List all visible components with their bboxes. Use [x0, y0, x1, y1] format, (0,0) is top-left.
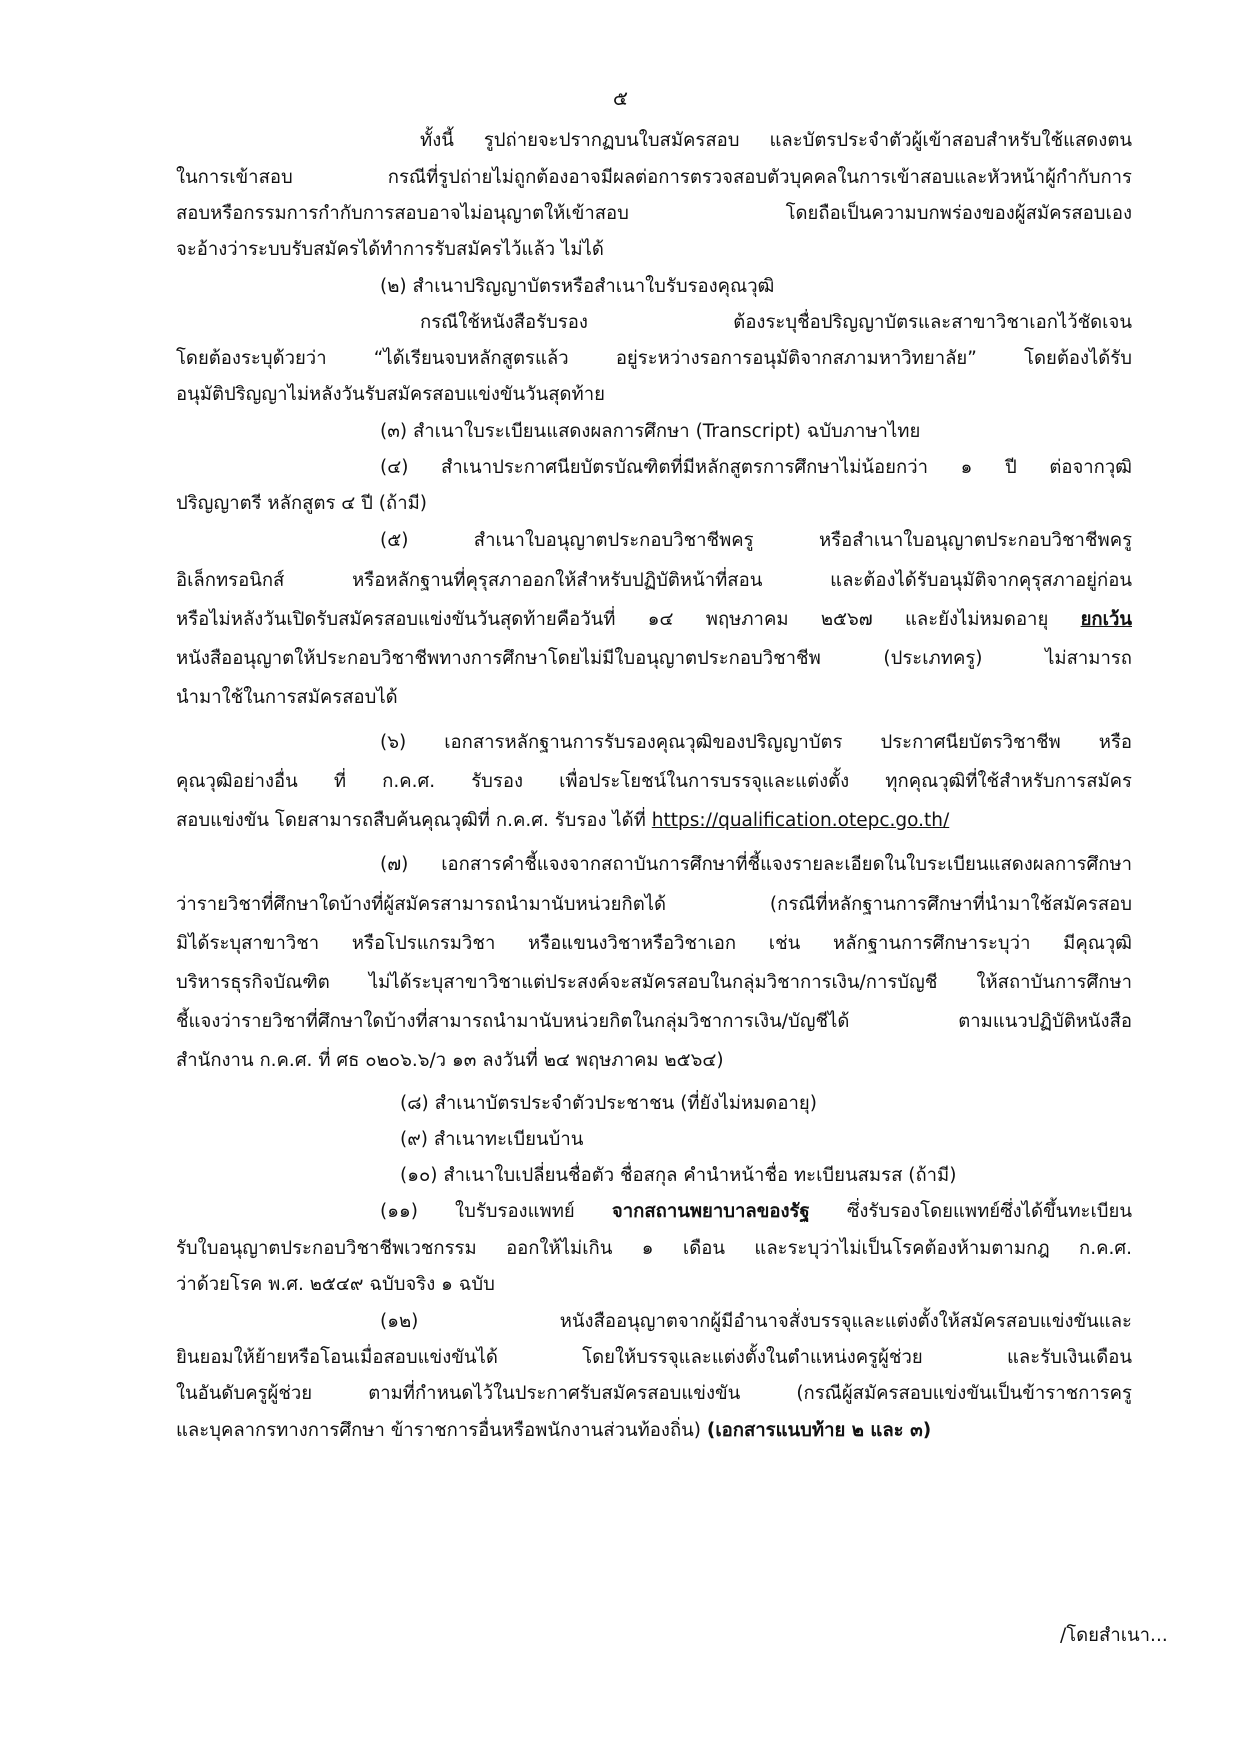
paragraph-line: กรณีใช้หนังสือรับรอง ต้องระบุชื่อปริญญาบัตรและสาขาวิชาเอกไว้ชัดเจน [420, 312, 1132, 333]
item-11-line: รับใบอนุญาตประกอบวิชาชีพเวชกรรม ออกให้ไม่เกิน ๑ เดือน และระบุว่าไม่เป็นโรคต้องห้ามตามกฎ ก.ค.ศ. [176, 1238, 1132, 1259]
item-12-line: (๑๒) หนังสืออนุญาตจากผู้มีอำนาจสั่งบรรจุและแต่งตั้งให้สมัครสอบแข่งขันและ [380, 1311, 1132, 1332]
item-4-line: (๔) สำเนาประกาศนียบัตรบัณฑิตที่มีหลักสูตรการศึกษาไม่น้อยกว่า ๑ ปี ต่อจากวุฒิ [380, 457, 1132, 478]
item-5-line: นำมาใช้ในการสมัครสอบได้ [176, 687, 398, 708]
item-11-text: ซึ่งรับรองโดยแพทย์ซึ่งได้ขึ้นทะเบียน [846, 1201, 1133, 1222]
government-hospital-emphasis: จากสถานพยาบาลของรัฐ [611, 1201, 810, 1222]
item-7-line: มิได้ระบุสาขาวิชา หรือโปรแกรมวิชา หรือแขนงวิชาหรือวิชาเอก เช่น หลักฐานการศึกษาระบุว่า มีคุณวุฒิ [176, 933, 1132, 954]
item-7-line: สำนักงาน ก.ค.ศ. ที่ ศธ ๐๒๐๖.๖/ว ๑๓ ลงวันที่ ๒๔ พฤษภาคม ๒๕๖๔) [176, 1050, 724, 1071]
item-11-text: (๑๑) ใบรับรองแพทย์ [380, 1201, 575, 1222]
paragraph-line: อนุมัติปริญญาไม่หลังวันรับสมัครสอบแข่งขันวันสุดท้าย [176, 384, 605, 405]
paragraph-line: สอบหรือกรรมการกำกับการสอบอาจไม่อนุญาตให้เข้าสอบ โดยถือเป็นความบกพร่องของผู้สมัครสอบเอง [176, 203, 1132, 224]
item-8-title: (๘) สำเนาบัตรประจำตัวประชาชน (ที่ยังไม่หมดอายุ) [400, 1093, 817, 1114]
item-10-title: (๑๐) สำเนาใบเปลี่ยนชื่อตัว ชื่อสกุล คำนำหน้าชื่อ ทะเบียนสมรส (ถ้ามี) [400, 1165, 957, 1186]
paragraph-line: โดยต้องระบุด้วยว่า “ได้เรียนจบหลักสูตรแล้ว อยู่ระหว่างรอการอนุมัติจากสภามหาวิทยาลัย” โดยต้องได้รับ [176, 348, 1132, 369]
item-5-line: (๕) สำเนาใบอนุญาตประกอบวิชาชีพครู หรือสำเนาใบอนุญาตประกอบวิชาชีพครู [380, 530, 1132, 551]
item-3-title: (๓) สำเนาใบระเบียนแสดงผลการศึกษา (Transcript) ฉบับภาษาไทย [380, 421, 921, 442]
item-2-title: (๒) สำเนาปริญญาบัตรหรือสำเนาใบรับรองคุณวุฒิ [380, 276, 775, 297]
item-12-text: และบุคลากรทางการศึกษา ข้าราชการอื่นหรือพนักงานส่วนท้องถิ่น) [176, 1420, 702, 1441]
item-12-line: ในอันดับครูผู้ช่วย ตามที่กำหนดไว้ในประกาศรับสมัครสอบแข่งขัน (กรณีผู้สมัครสอบแข่งขันเป็นข้าราชการครู [176, 1383, 1132, 1404]
item-11-line [380, 1197, 1132, 1227]
continuation-marker: /โดยสำเนา... [1060, 1625, 1168, 1646]
attachment-reference: (เอกสารแนบท้าย ๒ และ ๓) [706, 1420, 932, 1441]
item-6-line [176, 806, 1132, 836]
item-7-line: บริหารธุรกิจบัณฑิต ไม่ได้ระบุสาขาวิชาแต่ประสงค์จะสมัครสอบในกลุ่มวิชาการเงิน/การบัญชี ให้สถาบันการศึกษา [176, 972, 1132, 993]
item-11-line: ว่าด้วยโรค พ.ศ. ๒๕๔๙ ฉบับจริง ๑ ฉบับ [176, 1274, 495, 1295]
item-6-line: คุณวุฒิอย่างอื่น ที่ ก.ค.ศ. รับรอง เพื่อประโยชน์ในการบรรจุและแต่งตั้ง ทุกคุณวุฒิที่ใช้สำหรับการสมัคร [176, 771, 1132, 792]
item-5-line-text: หรือไม่หลังวันเปิดรับสมัครสอบแข่งขันวันสุดท้ายคือวันที่ ๑๔ พฤษภาคม ๒๕๖๗ และยังไม่หมดอายุ [176, 609, 1049, 630]
item-5-line: อิเล็กทรอนิกส์ หรือหลักฐานที่คุรุสภาออกให้สำหรับปฏิบัติหน้าที่สอน และต้องได้รับอนุมัติจากคุรุสภาอยู่ก่อน [176, 570, 1132, 591]
item-4-line: ปริญญาตรี หลักสูตร ๔ ปี (ถ้ามี) [176, 493, 428, 514]
item-9-title: (๙) สำเนาทะเบียนบ้าน [400, 1129, 584, 1150]
item-7-line: (๗) เอกสารคำชี้แจงจากสถาบันการศึกษาที่ชี้แจงรายละเอียดในใบระเบียนแสดงผลการศึกษา [380, 854, 1132, 875]
page-number: ๕ [612, 86, 629, 110]
item-7-line: ชี้แจงว่ารายวิชาที่ศึกษาใดบ้างที่สามารถนำมานับหน่วยกิตในกลุ่มวิชาการเงิน/บัญชีได้ ตามแนวปฏิบัติหนังสือ [176, 1011, 1132, 1032]
item-5-line [176, 605, 1132, 635]
item-6-line: (๖) เอกสารหลักฐานการรับรองคุณวุฒิของปริญญาบัตร ประกาศนียบัตรวิชาชีพ หรือ [380, 732, 1132, 753]
item-6-line-text: สอบแข่งขัน โดยสามารถสืบค้นคุณวุฒิที่ ก.ค.ศ. รับรอง ได้ที่ [176, 810, 646, 831]
paragraph-line: จะอ้างว่าระบบรับสมัครได้ทำการรับสมัครไว้แล้ว ไม่ได้ [176, 239, 604, 260]
paragraph-line: ในการเข้าสอบ กรณีที่รูปถ่ายไม่ถูกต้องอาจมีผลต่อการตรวจสอบตัวบุคคลในการเข้าสอบและหัวหน้าผู้กำกับการ [176, 167, 1132, 188]
item-12-line: ยินยอมให้ย้ายหรือโอนเมื่อสอบแข่งขันได้ โดยให้บรรจุและแต่งตั้งในตำแหน่งครูผู้ช่วย และรับเงินเดือน [176, 1347, 1132, 1368]
item-5-line: หนังสืออนุญาตให้ประกอบวิชาชีพทางการศึกษาโดยไม่มีใบอนุญาตประกอบวิชาชีพ (ประเภทครู) ไม่สามารถ [176, 648, 1132, 669]
item-7-line: ว่ารายวิชาที่ศึกษาใดบ้างที่ผู้สมัครสามารถนำมานับหน่วยกิตได้ (กรณีที่หลักฐานการศึกษาที่นำมาใช้สมัครสอบ [176, 894, 1132, 915]
exception-emphasis: ยกเว้น [1080, 609, 1132, 630]
paragraph-line: ทั้งนี้ รูปถ่ายจะปรากฏบนใบสมัครสอบ และบัตรประจำตัวผู้เข้าสอบสำหรับใช้แสดงตน [420, 130, 1132, 151]
item-12-line [176, 1416, 1132, 1446]
qualification-link[interactable]: https://qualification.otepc.go.th/ [651, 810, 950, 831]
